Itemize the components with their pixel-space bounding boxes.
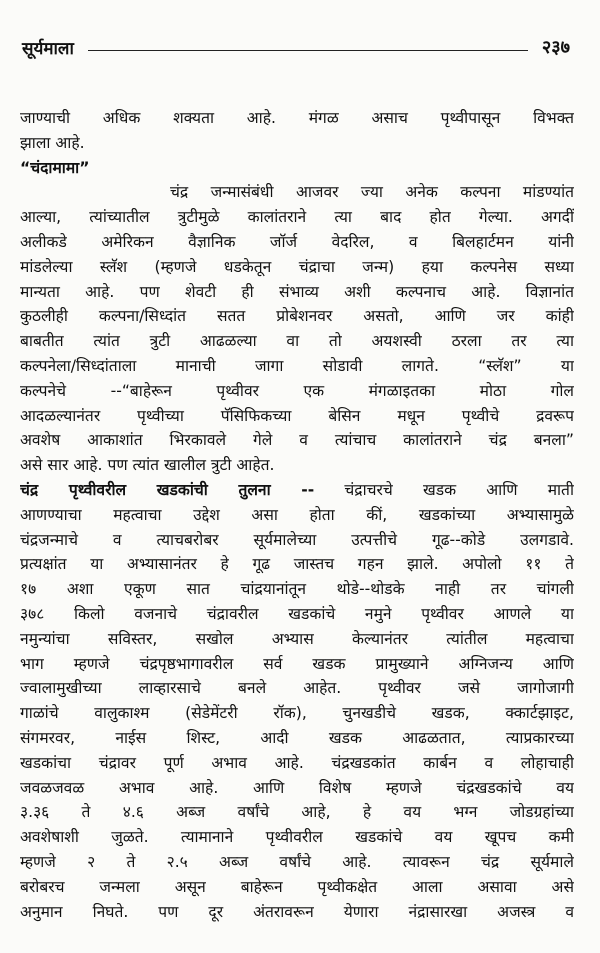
- text-line: भाग म्हणजे चंद्रपृष्ठभागावरील सर्व खडक प्रामुख्याने अग्निजन्य आणि: [20, 654, 574, 673]
- text-line: आणण्याचा महत्वाचा उद्देश असा होता कीं, खडकांच्या अभ्यासामुळे: [20, 505, 574, 524]
- text-run: चंद्राचरचे खडक आणि माती: [344, 480, 574, 499]
- running-title: सूर्यमाला: [22, 38, 74, 59]
- text-line: अवशेष आकाशांत भिरकावले गेले व त्यांचाच कालांतराने चंद्र बनला”: [20, 431, 574, 450]
- text-line: प्रत्यक्षांत या अभ्यासानंतर हे गूढ जास्तच गहन झाले. अपोलो ११ ते: [20, 555, 574, 574]
- text-line: कुठलीही कल्पना/सिध्दांत सतत प्रोबेशनवर असतो, आणि जर कांही: [20, 307, 574, 326]
- page-number: २३७: [541, 37, 570, 58]
- text-line: मांडलेल्या स्लॅश (म्हणजे धडकेतून चंद्राचा जन्म) हया कल्पनेस सध्या: [20, 257, 574, 276]
- text-line: कल्पनेला/सिध्दांताला मानाची जागा सोडावी लागते. “स्लॅश” या: [20, 356, 574, 375]
- inline-subheading: चंद्र पृथ्वीवरील खडकांची तुलना --: [20, 480, 315, 499]
- text-line: ज्वालामुखीच्या लाव्हारसाचे बनले आहेत. पृथ्वीवर जसे जागोजागी: [20, 679, 574, 698]
- text-line: १७ अशा एकूण सात चांद्रयानांतून थोडे--थोडके नाही तर चांगली: [20, 580, 574, 599]
- text-line: आल्या, त्यांच्यातील त्रुटीमुळे कालांतराने त्या बाद होत गेल्या. अगदीं: [20, 208, 574, 227]
- text-line: गाळांचे वालुकाश्म (सेडेमेंटरी रॉक), चुनखडीचे खडक, क्कार्टझाइट,: [20, 704, 574, 723]
- page-header: [22, 32, 570, 62]
- text-line: अवशेषाशी जुळते. त्यामानाने पृथ्वीवरील खडकांचे वय खूपच कमी: [20, 828, 574, 847]
- text-line: नमुन्यांचा सविस्तर, सखोल अभ्यास केल्यानंतर त्यांतील महत्वाचा: [20, 629, 574, 648]
- text-line: अलीकडे अमेरिकन वैज्ञानिक जॉर्ज वेदरिल, व बिलहार्टमन यांनी: [20, 232, 574, 251]
- text-line: संगमरवर, नाईस शिस्ट, आदी खडक आढळतात, त्याप्रकारच्या: [20, 728, 574, 747]
- text-line: बाबतीत त्यांत त्रुटी आढळल्या वा तो अयशस्वी ठरला तर त्या: [20, 332, 574, 351]
- text-line: ३७८ किलो वजनाचे चंद्रावरील खडकांचे नमुने पृथ्वीवर आणले या: [20, 604, 574, 623]
- text-line: आदळल्यानंतर पृथ्वीच्या पॅसिफिकच्या बेसिन मधून पृथ्वीचे द्रवरूप: [20, 406, 574, 425]
- text-line: जवळजवळ अभाव आहे. आणि विशेष म्हणजे चंद्रखडकांचे वय: [20, 778, 574, 797]
- text-line: ३.३६ ते ४.६ अब्ज वर्षांचे आहे, हे वय भग्न जोडग्रहांच्या: [20, 803, 574, 822]
- text-line: चंद्र जन्मासंबंधी आजवर ज्या अनेक कल्पना मांडण्यांत: [170, 183, 574, 202]
- text-line: बरोबरच जन्मला असून बाहेरून पृथ्वीकक्षेत आला असावा असे: [20, 877, 574, 896]
- text-line: झाला आहे.: [20, 133, 85, 152]
- section-heading: “चंदामामा”: [20, 158, 90, 177]
- text-line: असे सार आहे. पण त्यांत खालील त्रुटी आहेत.: [20, 456, 275, 475]
- text-line: मान्यता आहे. पण शेवटी ही संभाव्य अशी कल्पनाच आहे. विज्ञानांत: [20, 282, 574, 301]
- header-rule: [88, 50, 528, 51]
- text-line: जाण्याची अधिक शक्यता आहे. मंगळ असाच पृथ्वीपासून विभक्त: [20, 109, 574, 127]
- body-text: [20, 106, 574, 924]
- text-line: चंद्रजन्माचे व त्याचबरोबर सूर्यमालेच्या उत्पत्तीचे गूढ--कोडे उलगडावे.: [20, 530, 574, 549]
- text-line: अनुमान निघते. पण दूर अंतरावरून येणारा नंद्रासारखा अजस्त्र व: [20, 902, 574, 921]
- text-line: म्हणजे २ ते २.५ अब्ज वर्षांचे आहे. त्यावरून चंद्र सूर्यमाले: [20, 852, 574, 871]
- text-line: कल्पनेचे --“बाहेरून पृथ्वीवर एक मंगळाइतका मोठा गोल: [20, 381, 574, 400]
- text-line-with-subheading: [20, 478, 574, 503]
- text-line: खडकांचा चंद्रावर पूर्ण अभाव आहे. चंद्रखडकांत कार्बन व लोहाचाही: [20, 753, 574, 772]
